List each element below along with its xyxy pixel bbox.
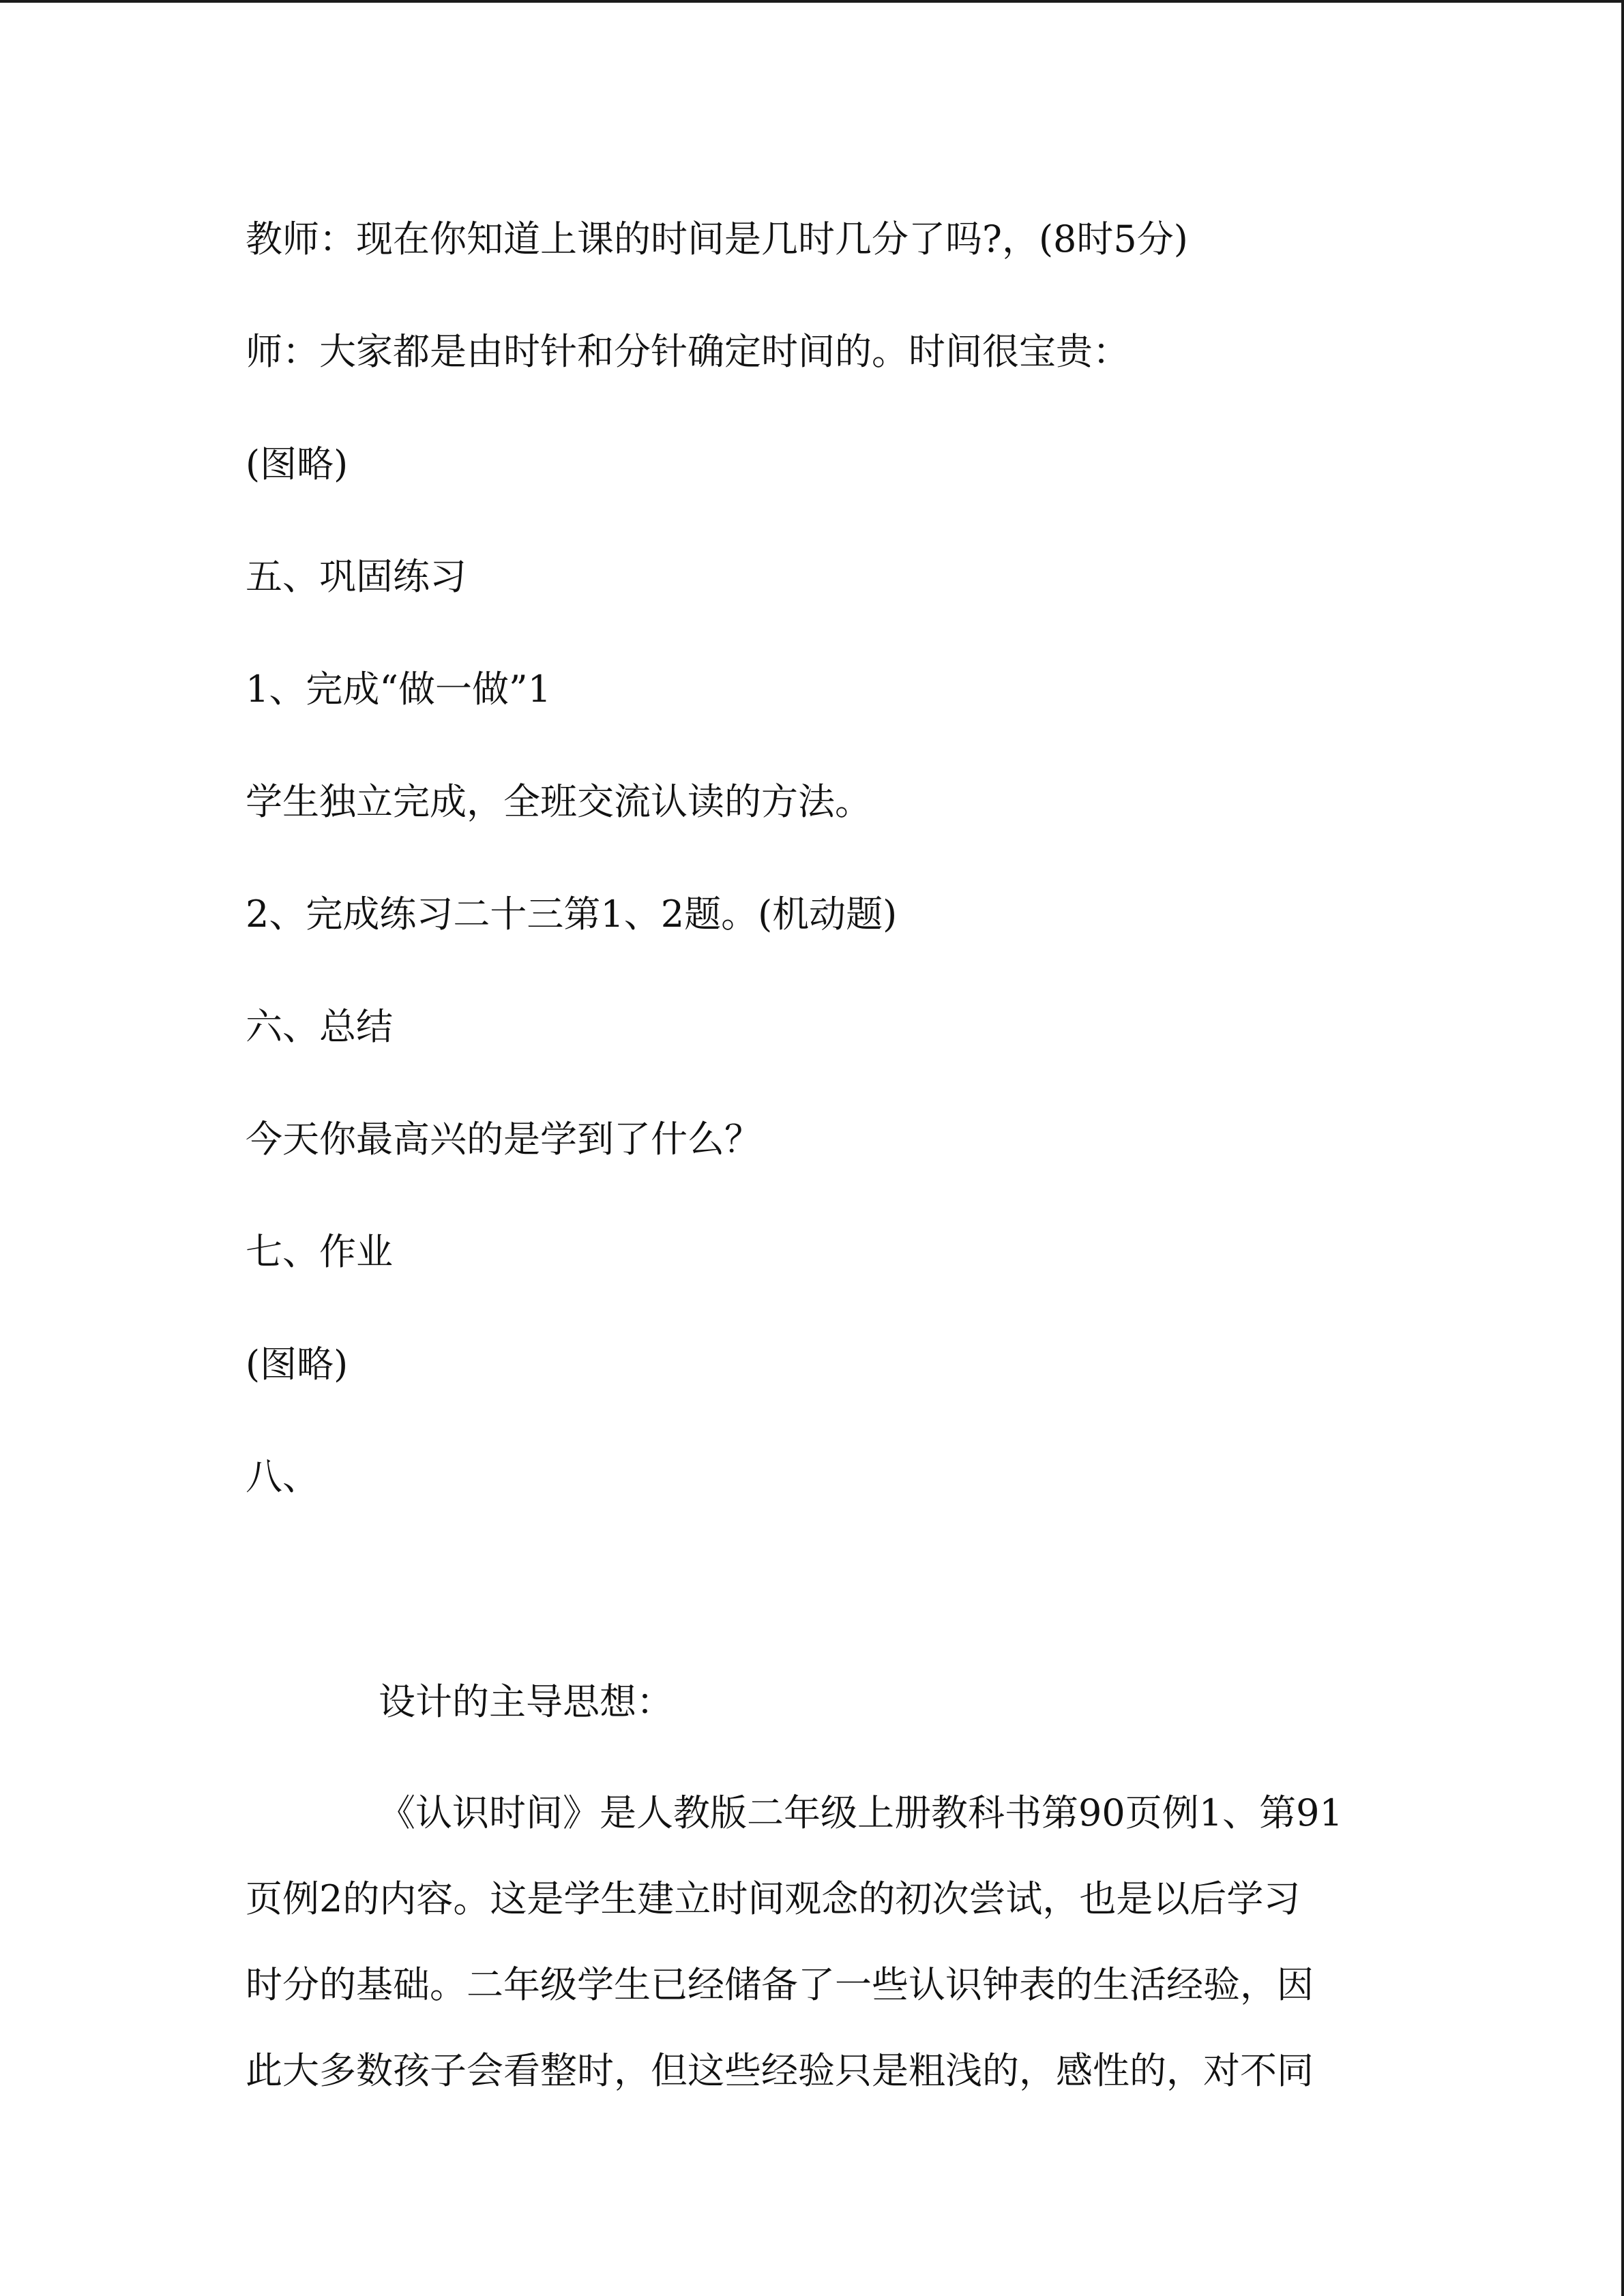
- section-heading-summary: 六、总结: [246, 1005, 393, 1048]
- text-line-figure-omitted: (图略): [246, 443, 349, 486]
- text-line-practice-1: 1、完成“做一做”1: [246, 668, 551, 711]
- text-line-summary-question: 今天你最高兴的是学到了什么？: [246, 1118, 761, 1161]
- text-line-figure-omitted-2: (图略): [246, 1343, 349, 1386]
- text-line-practice-2: 2、完成练习二十三第1、2题。(机动题): [246, 893, 898, 936]
- paragraph-line-2: 页例2的内容。这是学生建立时间观念的初次尝试，也是以后学习: [246, 1877, 1301, 1920]
- text-line-teacher-statement: 师：大家都是由时针和分针确定时间的。时间很宝贵：: [246, 330, 1130, 373]
- design-heading: 设计的主导思想：: [379, 1680, 673, 1723]
- text-line-teacher-question: 教师：现在你知道上课的时间是几时几分了吗?，(8时5分): [246, 218, 1188, 260]
- paragraph-line-1: 《认识时间》是人教版二年级上册教科书第90页例1、第91: [379, 1791, 1343, 1834]
- paragraph-line-4: 此大多数孩子会看整时，但这些经验只是粗浅的，感性的，对不同: [246, 2049, 1314, 2092]
- section-heading-eight: 八、: [246, 1455, 319, 1498]
- text-line-student-work: 学生独立完成，全班交流认读的方法。: [246, 780, 872, 823]
- paragraph-line-3: 时分的基础。二年级学生已经储备了一些认识钟表的生活经验，因: [246, 1963, 1314, 2006]
- section-heading-practice: 五、巩固练习: [246, 555, 467, 598]
- section-heading-homework: 七、作业: [246, 1230, 393, 1273]
- page-border-top: [0, 0, 1624, 3]
- page-border-right: [1621, 0, 1624, 2296]
